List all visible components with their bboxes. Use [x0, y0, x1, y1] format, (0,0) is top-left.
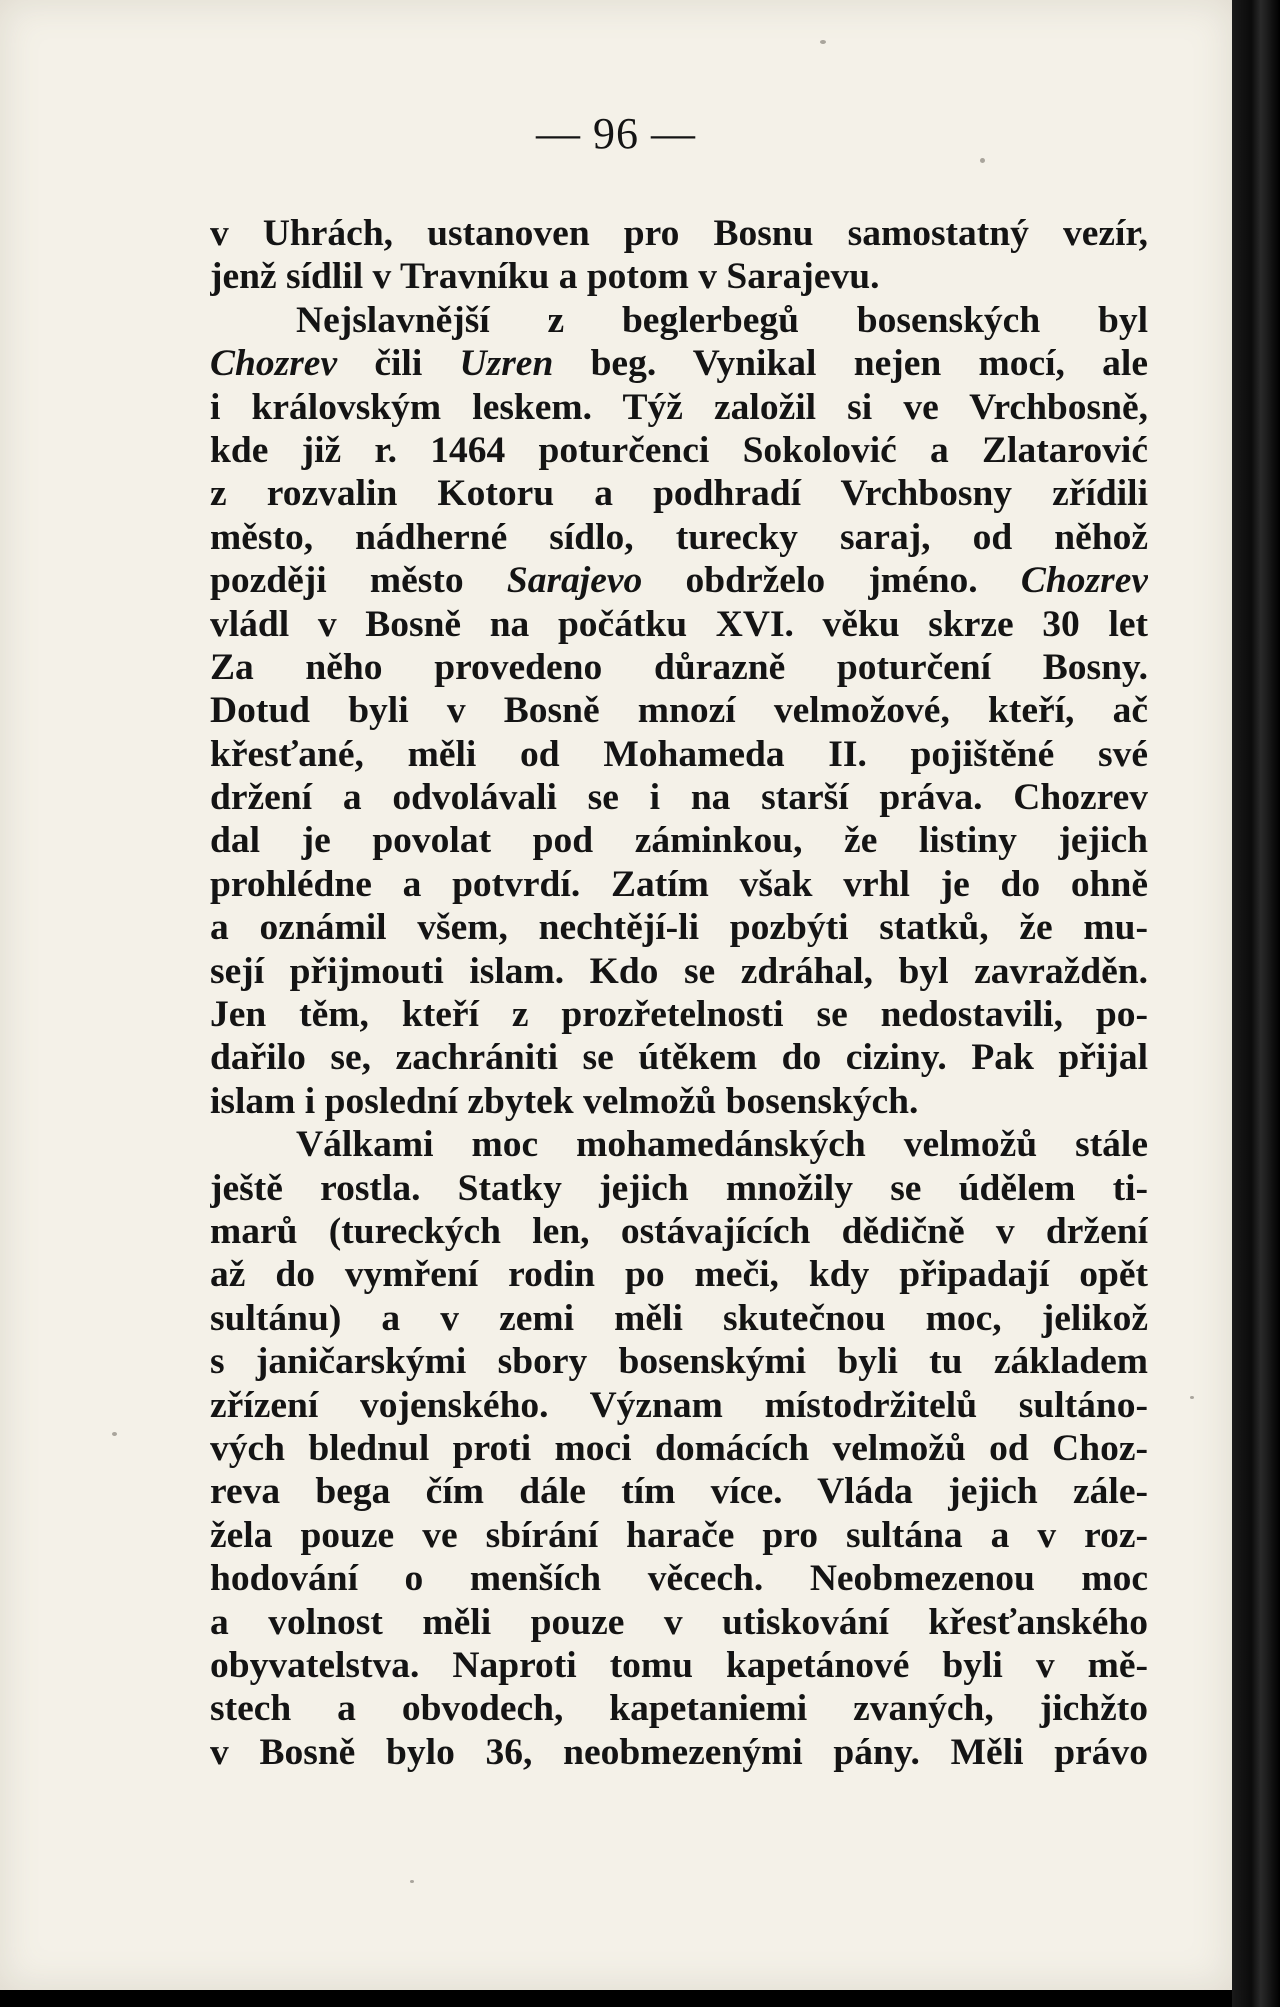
text-line	[210, 1253, 1148, 1296]
text-line	[210, 1297, 1148, 1340]
text-run: jenž sídlil v Travníku a potom v Sarajevu.	[210, 256, 880, 298]
italic-text: Sarajevo	[506, 560, 643, 602]
text-line	[210, 776, 1148, 819]
text-run: dařilo se, zachrániti se útěkem do ciziny. Pak přijal	[210, 1037, 1148, 1079]
italic-text: Chozrev	[1020, 560, 1148, 602]
page-number: — 96 —	[536, 109, 696, 158]
text-run: až do vymření rodin po meči, kdy připadají opět	[210, 1254, 1148, 1296]
text-run: dal je povolat pod záminkou, že listiny jejich	[210, 820, 1148, 862]
text-line	[210, 1470, 1148, 1513]
text-run: zřízení vojenského. Význam místodržitelů sultáno-	[210, 1384, 1148, 1426]
text-line	[210, 1644, 1148, 1687]
text-run: žela pouze ve sbírání harače pro sultána a v roz-	[210, 1514, 1148, 1556]
body-text	[210, 212, 1148, 1774]
text-line	[210, 1384, 1148, 1427]
text-line	[210, 386, 1148, 429]
text-run: ještě rostla. Statky jejich množily se údělem ti-	[210, 1167, 1148, 1209]
text-line	[210, 689, 1148, 732]
text-line	[210, 1123, 1148, 1166]
text-run: sultánu) a v zemi měli skutečnou moc, jelikož	[210, 1297, 1148, 1339]
text-line	[210, 1601, 1148, 1644]
text-run: křesťané, měli od Mohameda II. pojištěné své	[210, 733, 1148, 775]
text-run: obdrželo jméno.	[642, 560, 1021, 602]
text-line	[210, 472, 1148, 515]
text-run: a volnost měli pouze v utiskování křesťanského	[210, 1601, 1148, 1643]
paper-speck	[820, 40, 826, 44]
text-run: v Bosně bylo 36, neobmezenými pány. Měli právo	[210, 1731, 1148, 1773]
text-run: marů (tureckých len, ostávajících dědičně v držení	[210, 1210, 1148, 1252]
paper-speck	[112, 1432, 117, 1436]
text-run: beg. Vynikal nejen mocí, ale	[553, 343, 1148, 385]
text-run: reva bega čím dále tím více. Vláda jejich zále-	[210, 1471, 1148, 1513]
text-line	[210, 819, 1148, 862]
text-run: obyvatelstva. Naproti tomu kapetánové byli v mě-	[210, 1644, 1148, 1686]
text-run: Jen těm, kteří z prozřetelnosti se nedostavili, po-	[210, 994, 1148, 1036]
text-run: Dotud byli v Bosně mnozí velmožové, kteří, ač	[210, 690, 1148, 732]
text-run: později město	[210, 560, 507, 602]
text-line	[210, 1167, 1148, 1210]
italic-text: Chozrev	[210, 343, 338, 385]
paper-speck	[980, 158, 985, 163]
text-run: kde již r. 1464 poturčenci Sokolović a Zlatarović	[210, 429, 1148, 471]
text-line	[210, 559, 1148, 602]
text-line	[210, 1687, 1148, 1730]
text-line	[210, 255, 1148, 298]
text-line	[210, 906, 1148, 949]
text-run: Nejslavnější z beglerbegů bosenských byl	[296, 299, 1148, 341]
scan-border	[1232, 0, 1280, 2007]
text-run: čili	[337, 343, 460, 385]
text-line	[210, 299, 1148, 342]
text-run: i královským leskem. Týž založil si ve Vrchbosně,	[210, 386, 1148, 428]
paper-speck	[410, 1880, 414, 1883]
text-line	[210, 516, 1148, 559]
text-line	[210, 1036, 1148, 1079]
text-line	[210, 212, 1148, 255]
text-line	[210, 429, 1148, 472]
text-run: vládl v Bosně na počátku XVI. věku skrze 30 let	[210, 603, 1148, 645]
text-line	[210, 1210, 1148, 1253]
text-line	[210, 1731, 1148, 1774]
text-line	[210, 342, 1148, 385]
text-run: z rozvalin Kotoru a podhradí Vrchbosny zřídili	[210, 473, 1148, 515]
text-run: prohlédne a potvrdí. Zatím však vrhl je do ohně	[210, 863, 1148, 905]
text-line	[210, 1340, 1148, 1383]
text-line	[210, 950, 1148, 993]
text-run: v Uhrách, ustanoven pro Bosnu samostatný vezír,	[210, 213, 1148, 254]
text-line	[210, 1514, 1148, 1557]
text-run: s janičarskými sbory bosenskými byli tu základem	[210, 1341, 1148, 1383]
text-run: hodování o menších věcech. Neobmezenou moc	[210, 1558, 1148, 1600]
text-line	[210, 646, 1148, 689]
text-line	[210, 733, 1148, 776]
text-run: město, nádherné sídlo, turecky saraj, od něhož	[210, 516, 1148, 558]
text-run: držení a odvolávali se i na starší práva. Chozrev	[210, 777, 1148, 819]
text-line	[210, 1427, 1148, 1470]
text-line	[210, 1557, 1148, 1600]
text-line	[210, 603, 1148, 646]
text-run: Za něho provedeno důrazně poturčení Bosny.	[210, 646, 1148, 688]
text-run: sejí přijmouti islam. Kdo se zdráhal, byl zavražděn.	[210, 950, 1148, 992]
text-line	[210, 1080, 1148, 1123]
text-run: Válkami moc mohamedánských velmožů stále	[296, 1124, 1148, 1166]
text-run: vých blednul proti moci domácích velmožů od Choz-	[210, 1427, 1148, 1469]
text-run: a oznámil všem, nechtějí-li pozbýti statků, že mu-	[210, 907, 1148, 949]
text-run: stech a obvodech, kapetaniemi zvaných, jichžto	[210, 1688, 1148, 1730]
italic-text: Uzren	[459, 343, 554, 385]
paper-speck	[1190, 1396, 1194, 1399]
text-run: islam i poslední zbytek velmožů bosenských.	[210, 1080, 919, 1122]
text-line	[210, 863, 1148, 906]
text-line	[210, 993, 1148, 1036]
